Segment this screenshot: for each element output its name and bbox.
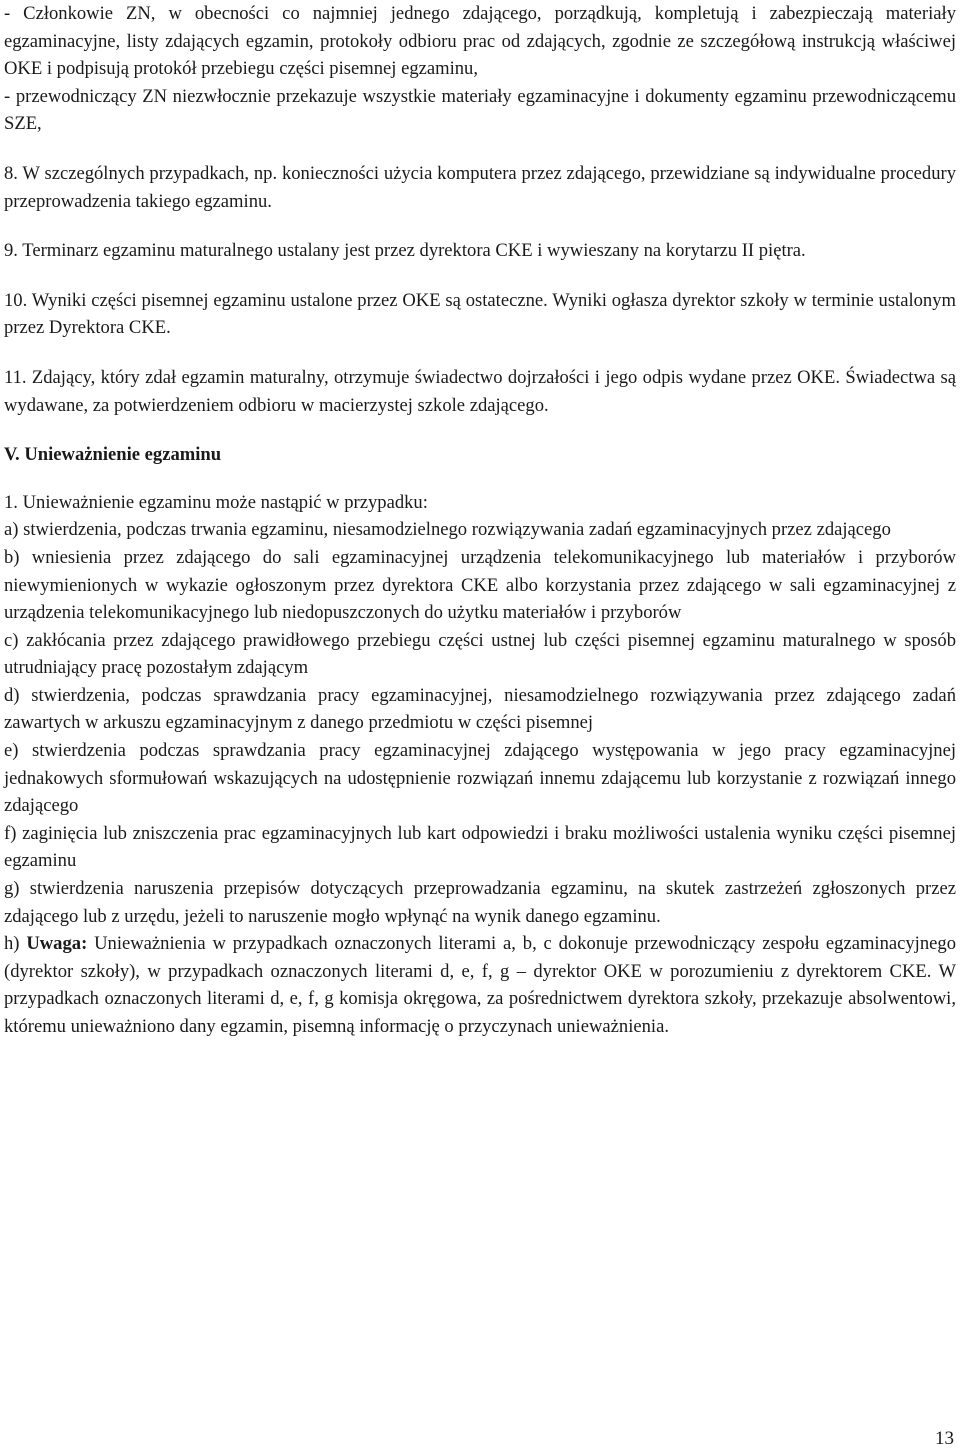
page-number: 13: [935, 1428, 954, 1449]
list-item-c: c) zakłócania przez zdającego prawidłowego przebiegu części ustnej lub części pisemnej egzaminu maturalnego w sposób utrudniający pracę pozostałym zdającym: [4, 629, 956, 679]
list-item-a: a) stwierdzenia, podczas trwania egzaminu, niesamodzielnego rozwiązywania zadań egzaminacyjnych przez zdającego: [4, 519, 891, 541]
point-8: 8. W szczególnych przypadkach, np. konieczności użycia komputera przez zdającego, przewidziane są indywidualne procedury przeprowadzenia takiego egzaminu.: [4, 162, 956, 212]
list-item-e: e) stwierdzenia podczas sprawdzania pracy egzaminacyjnej zdającego występowania w jego pracy egzaminacyjnej jednakowych sformułowań wskazujących na udostępnienie rozwiązań innemu zdającemu lub korzystanie z rozwiązań innego zdającego: [4, 740, 956, 817]
point-9: 9. Terminarz egzaminu maturalnego ustalany jest przez dyrektora CKE i wywieszany na korytarzu II piętra.: [4, 240, 806, 262]
list-item-f: f) zaginięcia lub zniszczenia prac egzaminacyjnych lub kart odpowiedzi i braku możliwości ustalenia wyniku części pisemnej egzaminu: [4, 822, 956, 872]
section-lead: 1. Unieważnienie egzaminu może nastąpić w przypadku:: [4, 491, 428, 513]
point-10: 10. Wyniki części pisemnej egzaminu ustalone przez OKE są ostateczne. Wyniki ogłasza dyrektor szkoły w terminie ustalonym przez Dyrektora CKE.: [4, 289, 956, 339]
paragraph-intro-1: - Członkowie ZN, w obecności co najmniej jednego zdającego, porządkują, kompletują i zabezpieczają materiały egzaminacyjne, listy zdających egzamin, protokoły odbioru prac od zdających, zgodnie ze szczegółową instrukcją właściwej OKE i podpisują protokół przebiegu części pisemnej egzaminu,: [4, 3, 956, 80]
list-item-h: [4, 930, 956, 1040]
list-item-h-text: Unieważnienia w przypadkach oznaczonych literami a, b, c dokonuje przewodniczący zespołu egzaminacyjnego (dyrektor szkoły), w przypadkach oznaczonych literami d, e, f, g – dyrektor OKE w porozumieniu z dyrektorem CKE. W przypadkach oznaczonych literami d, e, f, g komisja okręgowa, za pośrednictwem dyrektora szkoły, przekazuje absolwentowi, któremu unieważniono dany egzamin, pisemną informację o przyczynach unieważnienia.: [4, 933, 956, 1037]
note-label: Uwaga:: [26, 933, 88, 955]
paragraph-intro-2: - przewodniczący ZN niezwłocznie przekazuje wszystkie materiały egzaminacyjne i dokumenty egzaminu przewodniczącemu SZE,: [4, 85, 956, 135]
list-item-h-prefix: h): [4, 933, 27, 955]
section-heading: V. Unieważnienie egzaminu: [4, 444, 222, 466]
list-item-d: d) stwierdzenia, podczas sprawdzania pracy egzaminacyjnej, niesamodzielnego rozwiązywania przez zdającego zadań zawartych w arkuszu egzaminacyjnym z danego przedmiotu w części pisemnej: [4, 684, 956, 734]
document-page: [4, 0, 956, 1041]
list-item-g: g) stwierdzenia naruszenia przepisów dotyczących przeprowadzania egzaminu, na skutek zastrzeżeń zgłoszonych przez zdającego lub z urzędu, jeżeli to naruszenie mogło wpłynąć na wynik danego egzaminu.: [4, 878, 956, 927]
list-item-b: b) wniesienia przez zdającego do sali egzaminacyjnej urządzenia telekomunikacyjnego lub materiałów i przyborów niewymienionych w wykazie ogłoszonym przez dyrektora CKE albo korzystania przez zdającego w sali egzaminacyjnej z urządzenia telekomunikacyjnego lub niedopuszczonych do użytku materiałów i przyborów: [4, 546, 956, 624]
point-11: 11. Zdający, który zdał egzamin maturalny, otrzymuje świadectwo dojrzałości i jego odpis wydane przez OKE. Świadectwa są wydawane, za potwierdzeniem odbioru w macierzystej szkole zdającego.: [4, 366, 956, 416]
